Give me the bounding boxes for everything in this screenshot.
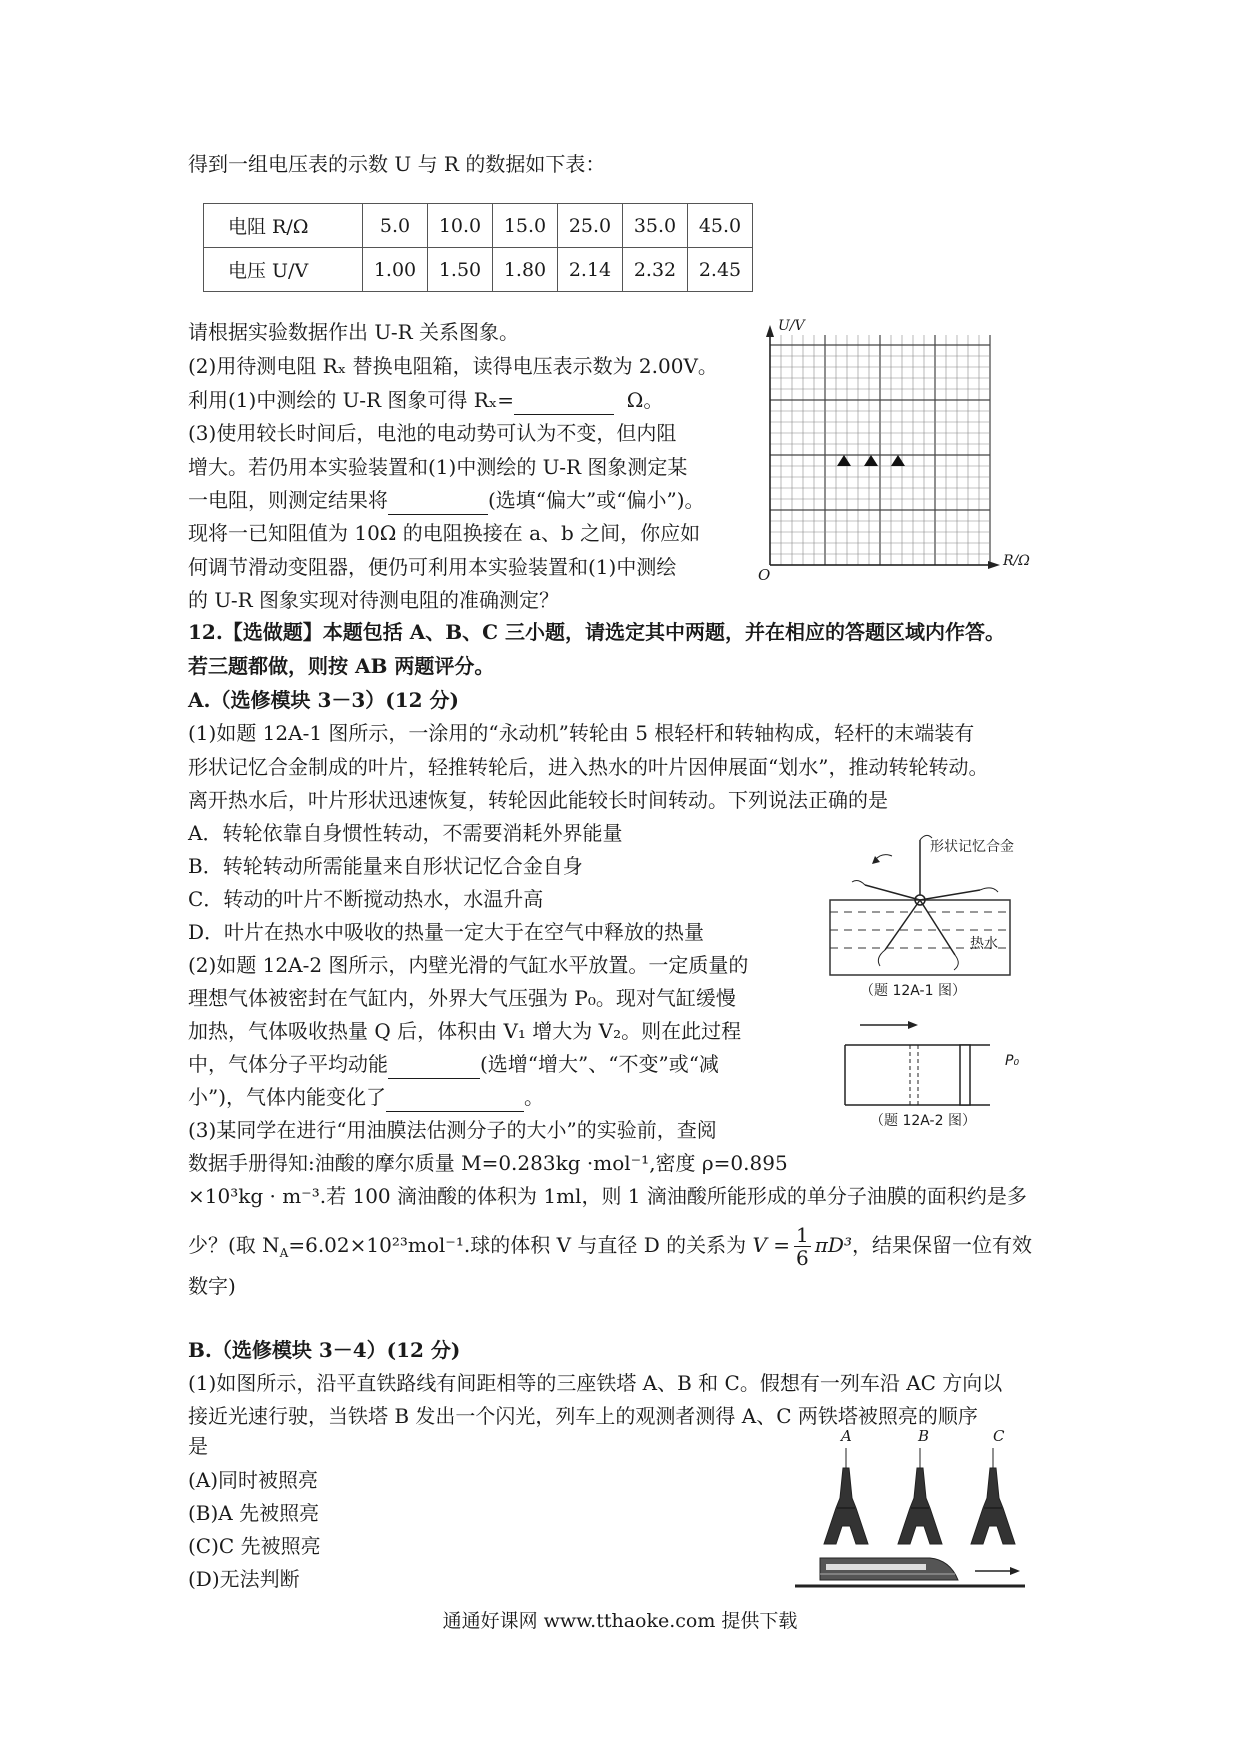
- q11-line-3-unit: Ω。: [626, 388, 664, 412]
- q11-line-2: (2)用待测电阻 Rₓ 替换电阻箱，读得电压表示数为 2.00V。: [188, 354, 718, 378]
- option-b-b: (B)A 先被照亮: [188, 1501, 320, 1525]
- triangle-marker: [864, 455, 878, 466]
- q12a3-line-3: ×10³kg · m⁻³.若 100 滴油酸的体积为 1ml，则 1 滴油酸所能形成的单分子油膜的面积约是多: [188, 1184, 1027, 1208]
- q12b1-line-3: 是: [188, 1434, 208, 1458]
- q12a2-line-5-text: 小”)，气体内能变化了: [188, 1085, 387, 1109]
- data-table: [203, 203, 753, 292]
- table-cell: 45.0: [688, 204, 753, 248]
- q12a1-line-2: 形状记忆合金制成的叶片，轻推转轮后，进入热水的叶片因伸展面“划水”，推动转轮转动。: [188, 755, 989, 779]
- q11-line-4: (3)使用较长时间后，电池的电动势可认为不变，但内阻: [188, 421, 677, 445]
- fig1-alloy-label: 形状记忆合金: [930, 839, 1014, 855]
- graph-x-label: R/Ω: [1003, 553, 1030, 569]
- q12b1-line-1: (1)如图所示，沿平直铁路线有间距相等的三座铁塔 A、B 和 C。假想有一列车沿 AC 方向以: [188, 1371, 1003, 1395]
- x-axis-arrow: [988, 561, 1000, 569]
- option-b-a: (A)同时被照亮: [188, 1468, 319, 1492]
- answer-blank[interactable]: [388, 1050, 480, 1079]
- tower-label-c: C: [993, 1427, 1005, 1445]
- table-cell: 35.0: [623, 204, 688, 248]
- table-header-resistance: 电阻 R/Ω: [204, 204, 363, 248]
- q12a1-line-3: 离开热水后，叶片形状迅速恢复，转轮因此能较长时间转动。下列说法正确的是: [188, 788, 888, 812]
- q11-line-6-text: 一电阻，则测定结果将: [188, 488, 388, 512]
- table-cell: 2.32: [623, 248, 688, 292]
- table-cell: 1.00: [363, 248, 428, 292]
- q11-line-6-hint: (选填“偏大”或“偏小”)。: [488, 488, 705, 512]
- table-cell: 10.0: [428, 204, 493, 248]
- graph-paper: [740, 315, 1010, 580]
- q11-line-6: [188, 486, 705, 515]
- formula-lhs: V =: [752, 1233, 791, 1257]
- q11-line-7: 现将一已知阻值为 10Ω 的电阻换接在 a、b 之间，你应如: [188, 521, 701, 545]
- table-row: [204, 248, 753, 292]
- tower-a-icon: [824, 1448, 868, 1544]
- tower-b-icon: [898, 1448, 942, 1544]
- q12b1-line-2: 接近光速行驶，当铁塔 B 发出一个闪光，列车上的观测者测得 A、C 两铁塔被照亮的顺序: [188, 1404, 978, 1428]
- option-d: D．叶片在热水中吸收的热量一定大于在空气中释放的热量: [188, 920, 705, 944]
- q12a-title: A.（选修模块 3－3）(12 分): [188, 688, 459, 712]
- tower-label-a: A: [841, 1427, 852, 1445]
- option-b-d: (D)无法判断: [188, 1567, 300, 1591]
- gas-cylinder-figure: [840, 1010, 1020, 1110]
- q12a3-line-4: [188, 1223, 1032, 1275]
- q12a2-line-4: [188, 1050, 719, 1079]
- fig1-caption: （题 12A-1 图）: [860, 983, 966, 999]
- formula-denominator: 6: [796, 1246, 809, 1270]
- triangle-marker: [891, 455, 905, 466]
- option-b-c: (C)C 先被照亮: [188, 1534, 321, 1558]
- train-icon: [820, 1558, 958, 1580]
- table-cell: 5.0: [363, 204, 428, 248]
- q12a3-line-1: (3)某同学在进行“用油膜法估测分子的大小”的实验前，查阅: [188, 1118, 717, 1142]
- formula-fraction: [794, 1224, 811, 1269]
- fig1-water-label: 热水: [970, 936, 998, 952]
- q12a2-line-4-hint: (选增“增大”、“不变”或“减: [480, 1052, 719, 1076]
- q12a1-line-1: (1)如题 12A-1 图所示，一涂用的“永动机”转轮由 5 根轻杆和转轴构成，轻杆的末端装有: [188, 721, 975, 745]
- table-cell: 15.0: [493, 204, 558, 248]
- q11-line-5: 增大。若仍用本实验装置和(1)中测绘的 U-R 图象测定某: [188, 455, 688, 479]
- triangle-marker: [837, 455, 851, 466]
- tower-c-icon: [971, 1448, 1015, 1544]
- table-cell: 2.14: [558, 248, 623, 292]
- q12a2-line-3: 加热，气体吸收热量 Q 后，体积由 V₁ 增大为 V₂。则在此过程: [188, 1019, 742, 1043]
- graph-y-label: U/V: [778, 318, 805, 334]
- arrow-head-icon: [1010, 1567, 1020, 1575]
- option-c: C．转动的叶片不断搅动热水，水温升高: [188, 887, 544, 911]
- answer-blank[interactable]: [386, 1083, 524, 1112]
- q12a2-line-2: 理想气体被密封在气缸内，外界大气压强为 P₀。现对气缸缓慢: [188, 986, 736, 1010]
- q11-line-8: 何调节滑动变阻器，便仍可利用本实验装置和(1)中测绘: [188, 555, 677, 579]
- railway-towers-figure: [790, 1448, 1030, 1608]
- table-cell: 25.0: [558, 204, 623, 248]
- answer-blank[interactable]: [388, 486, 488, 515]
- table-cell: 1.80: [493, 248, 558, 292]
- fig2-pressure-label: P₀: [1005, 1053, 1020, 1069]
- q12a3-line-4-text: 少？(取 N: [188, 1233, 280, 1257]
- y-axis-arrow: [766, 325, 774, 337]
- table-cell: 1.50: [428, 248, 493, 292]
- q12a2-line-5: [188, 1083, 544, 1112]
- formula-numerator: 1: [796, 1223, 809, 1247]
- graph-origin-label: O: [758, 566, 771, 584]
- q12a3-line-4-text-2: =6.02×10²³mol⁻¹.球的体积 V 与直径 D 的关系为: [288, 1233, 747, 1257]
- grid-lines: [770, 335, 990, 565]
- q12a2-line-1: (2)如题 12A-2 图所示，内壁光滑的气缸水平放置。一定质量的: [188, 953, 749, 977]
- page-footer: 通通好课网 www.tthaoke.com 提供下载: [442, 1610, 798, 1632]
- table-cell: 2.45: [688, 248, 753, 292]
- q12b-title: B.（选修模块 3－4）(12 分): [188, 1338, 461, 1362]
- intro-line: 得到一组电压表的示数 U 与 R 的数据如下表：: [188, 152, 606, 176]
- tower-label-b: B: [918, 1427, 930, 1445]
- q12a3-line-5: 数字): [188, 1274, 236, 1298]
- q12-heading-line-2: 若三题都做，则按 AB 两题评分。: [188, 654, 495, 678]
- q11-line-3: [188, 386, 663, 415]
- q11-line-3-text: 利用(1)中测绘的 U-R 图象可得 Rₓ=: [188, 388, 515, 412]
- formula-rhs: πD³: [814, 1233, 852, 1257]
- fig2-caption: （题 12A-2 图）: [870, 1113, 976, 1129]
- q11-line-9: 的 U-R 图象实现对待测电阻的准确测定？: [188, 588, 560, 612]
- option-b: B．转轮转动所需能量来自形状记忆合金自身: [188, 854, 583, 878]
- avogadro-subscript: A: [279, 1246, 289, 1260]
- q12a3-line-2: 数据手册得知:油酸的摩尔质量 M=0.283kg ·mol⁻¹,密度 ρ=0.895: [188, 1151, 788, 1175]
- q12-heading-line-1: 12.【选做题】本题包括 A、B、C 三小题，请选定其中两题，并在相应的答题区域内作答。: [188, 620, 1006, 644]
- q12a3-line-4-end: ，结果保留一位有效: [851, 1233, 1032, 1257]
- q11-line-1: 请根据实验数据作出 U-R 关系图象。: [188, 320, 520, 344]
- option-a: A．转轮依靠自身惯性转动，不需要消耗外界能量: [188, 821, 623, 845]
- q12a2-line-4-text: 中，气体分子平均动能: [188, 1052, 388, 1076]
- answer-blank[interactable]: [514, 386, 614, 415]
- table-row: [204, 204, 753, 248]
- table-header-voltage: 电压 U/V: [204, 248, 363, 292]
- q12a2-line-5-end: 。: [524, 1085, 545, 1109]
